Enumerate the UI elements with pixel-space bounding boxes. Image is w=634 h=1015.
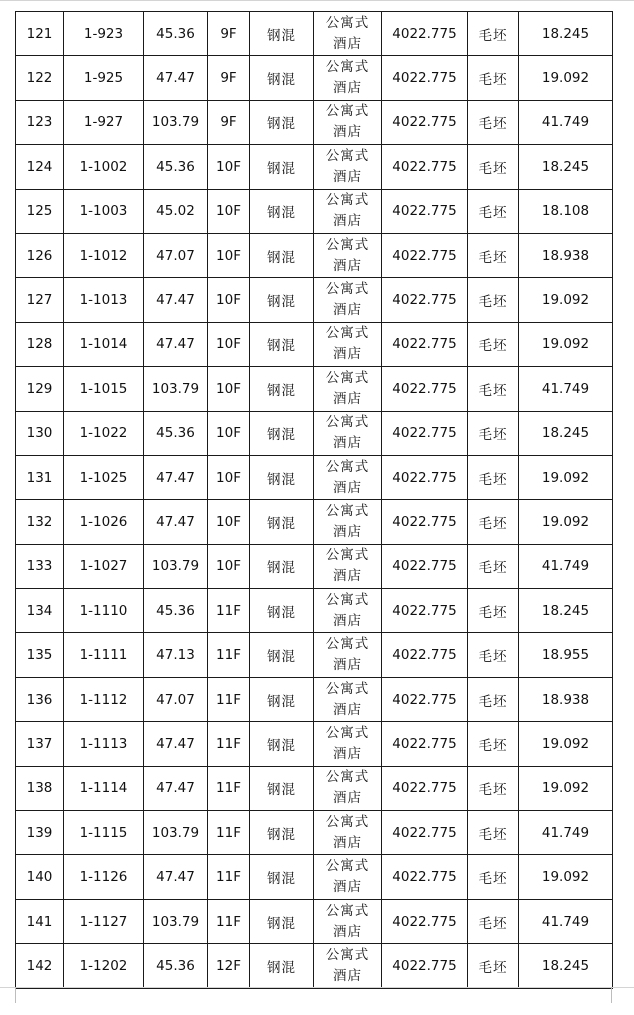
finish-cell: 毛坯 [468, 455, 519, 499]
table-row [16, 56, 613, 100]
table-row [16, 766, 613, 810]
total-price-cell: 19.092 [519, 278, 613, 322]
usage-line-2: 酒店 [333, 124, 362, 141]
finish-cell: 毛坯 [468, 589, 519, 633]
total-price-cell: 19.092 [519, 500, 613, 544]
structure-cell: 钢混 [250, 722, 314, 766]
usage-line-1: 公寓式 [325, 769, 370, 786]
row-number-cell: 135 [16, 633, 64, 677]
usage-line-1: 公寓式 [325, 547, 370, 564]
table-row [16, 855, 613, 899]
total-price-cell: 18.245 [519, 411, 613, 455]
usage-cell [314, 766, 382, 810]
total-price-cell: 41.749 [519, 899, 613, 943]
room-number-cell: 1-923 [64, 12, 144, 56]
finish-cell: 毛坯 [468, 145, 519, 189]
floor-cell: 10F [208, 544, 250, 588]
row-number-cell: 137 [16, 722, 64, 766]
table-row [16, 811, 613, 855]
finish-cell: 毛坯 [468, 855, 519, 899]
page-bottom-edge [0, 987, 634, 988]
usage-line-1: 公寓式 [325, 680, 370, 697]
floor-cell: 11F [208, 899, 250, 943]
property-price-table [15, 11, 613, 989]
usage-line-2: 酒店 [333, 967, 362, 984]
usage-cell [314, 811, 382, 855]
area-cell: 47.47 [144, 722, 208, 766]
area-cell: 47.47 [144, 855, 208, 899]
usage-line-1: 公寓式 [325, 14, 370, 31]
finish-cell: 毛坯 [468, 544, 519, 588]
usage-line-2: 酒店 [333, 657, 362, 674]
row-number-cell: 132 [16, 500, 64, 544]
unit-price-cell: 4022.775 [382, 899, 468, 943]
room-number-cell: 1-1003 [64, 189, 144, 233]
floor-cell: 10F [208, 455, 250, 499]
table-row [16, 589, 613, 633]
structure-cell: 钢混 [250, 455, 314, 499]
floor-cell: 9F [208, 100, 250, 144]
table-row [16, 145, 613, 189]
usage-line-2: 酒店 [333, 35, 362, 52]
usage-cell [314, 633, 382, 677]
table-row [16, 544, 613, 588]
floor-cell: 11F [208, 766, 250, 810]
row-number-cell: 130 [16, 411, 64, 455]
structure-cell: 钢混 [250, 633, 314, 677]
row-number-cell: 124 [16, 145, 64, 189]
row-number-cell: 121 [16, 12, 64, 56]
floor-cell: 10F [208, 411, 250, 455]
structure-cell: 钢混 [250, 811, 314, 855]
crop-mark-left [15, 987, 16, 1003]
finish-cell: 毛坯 [468, 56, 519, 100]
room-number-cell: 1-1111 [64, 633, 144, 677]
table-row [16, 899, 613, 943]
area-cell: 47.47 [144, 766, 208, 810]
finish-cell: 毛坯 [468, 500, 519, 544]
finish-cell: 毛坯 [468, 677, 519, 721]
table-row [16, 278, 613, 322]
room-number-cell: 1-1027 [64, 544, 144, 588]
structure-cell: 钢混 [250, 677, 314, 721]
usage-line-2: 酒店 [333, 523, 362, 540]
room-number-cell: 1-1113 [64, 722, 144, 766]
structure-cell: 钢混 [250, 500, 314, 544]
usage-line-2: 酒店 [333, 701, 362, 718]
total-price-cell: 41.749 [519, 811, 613, 855]
total-price-cell: 18.245 [519, 145, 613, 189]
table-row [16, 500, 613, 544]
floor-cell: 10F [208, 322, 250, 366]
unit-price-cell: 4022.775 [382, 12, 468, 56]
structure-cell: 钢混 [250, 278, 314, 322]
total-price-cell: 18.245 [519, 944, 613, 988]
usage-cell [314, 589, 382, 633]
unit-price-cell: 4022.775 [382, 278, 468, 322]
usage-line-2: 酒店 [333, 213, 362, 230]
room-number-cell: 1-925 [64, 56, 144, 100]
finish-cell: 毛坯 [468, 766, 519, 810]
table-row [16, 944, 613, 988]
row-number-cell: 134 [16, 589, 64, 633]
usage-cell [314, 278, 382, 322]
total-price-cell: 19.092 [519, 455, 613, 499]
row-number-cell: 138 [16, 766, 64, 810]
area-cell: 45.36 [144, 589, 208, 633]
unit-price-cell: 4022.775 [382, 56, 468, 100]
area-cell: 47.13 [144, 633, 208, 677]
total-price-cell: 18.938 [519, 233, 613, 277]
room-number-cell: 1-1127 [64, 899, 144, 943]
usage-line-1: 公寓式 [325, 946, 370, 963]
usage-line-2: 酒店 [333, 745, 362, 762]
table-row [16, 189, 613, 233]
usage-line-2: 酒店 [333, 568, 362, 585]
room-number-cell: 1-1114 [64, 766, 144, 810]
total-price-cell: 41.749 [519, 544, 613, 588]
usage-cell [314, 455, 382, 499]
room-number-cell: 1-1012 [64, 233, 144, 277]
unit-price-cell: 4022.775 [382, 544, 468, 588]
usage-cell [314, 12, 382, 56]
area-cell: 45.36 [144, 411, 208, 455]
row-number-cell: 127 [16, 278, 64, 322]
room-number-cell: 1-1025 [64, 455, 144, 499]
usage-cell [314, 145, 382, 189]
unit-price-cell: 4022.775 [382, 677, 468, 721]
unit-price-cell: 4022.775 [382, 455, 468, 499]
table-row [16, 12, 613, 56]
structure-cell: 钢混 [250, 56, 314, 100]
usage-line-1: 公寓式 [325, 192, 370, 209]
area-cell: 47.47 [144, 278, 208, 322]
floor-cell: 12F [208, 944, 250, 988]
usage-cell [314, 544, 382, 588]
finish-cell: 毛坯 [468, 633, 519, 677]
structure-cell: 钢混 [250, 233, 314, 277]
table-row [16, 411, 613, 455]
usage-line-2: 酒店 [333, 479, 362, 496]
area-cell: 47.07 [144, 233, 208, 277]
room-number-cell: 1-1115 [64, 811, 144, 855]
room-number-cell: 1-1112 [64, 677, 144, 721]
structure-cell: 钢混 [250, 12, 314, 56]
area-cell: 47.07 [144, 677, 208, 721]
row-number-cell: 133 [16, 544, 64, 588]
usage-line-2: 酒店 [333, 790, 362, 807]
floor-cell: 11F [208, 589, 250, 633]
usage-line-2: 酒店 [333, 346, 362, 363]
usage-line-1: 公寓式 [325, 813, 370, 830]
room-number-cell: 1-1014 [64, 322, 144, 366]
crop-mark-right [611, 987, 612, 1003]
area-cell: 103.79 [144, 544, 208, 588]
finish-cell: 毛坯 [468, 12, 519, 56]
usage-cell [314, 56, 382, 100]
usage-line-2: 酒店 [333, 80, 362, 97]
floor-cell: 10F [208, 233, 250, 277]
finish-cell: 毛坯 [468, 322, 519, 366]
usage-line-2: 酒店 [333, 612, 362, 629]
room-number-cell: 1-1202 [64, 944, 144, 988]
row-number-cell: 122 [16, 56, 64, 100]
structure-cell: 钢混 [250, 322, 314, 366]
usage-line-1: 公寓式 [325, 236, 370, 253]
finish-cell: 毛坯 [468, 899, 519, 943]
finish-cell: 毛坯 [468, 367, 519, 411]
floor-cell: 11F [208, 722, 250, 766]
table-body [16, 12, 613, 989]
total-price-cell: 18.108 [519, 189, 613, 233]
row-number-cell: 129 [16, 367, 64, 411]
usage-line-1: 公寓式 [325, 325, 370, 342]
room-number-cell: 1-1110 [64, 589, 144, 633]
usage-line-1: 公寓式 [325, 369, 370, 386]
unit-price-cell: 4022.775 [382, 500, 468, 544]
finish-cell: 毛坯 [468, 278, 519, 322]
finish-cell: 毛坯 [468, 411, 519, 455]
total-price-cell: 18.938 [519, 677, 613, 721]
room-number-cell: 1-1002 [64, 145, 144, 189]
usage-cell [314, 322, 382, 366]
unit-price-cell: 4022.775 [382, 589, 468, 633]
usage-line-1: 公寓式 [325, 724, 370, 741]
usage-line-1: 公寓式 [325, 103, 370, 120]
table-row [16, 322, 613, 366]
total-price-cell: 19.092 [519, 766, 613, 810]
area-cell: 103.79 [144, 100, 208, 144]
area-cell: 47.47 [144, 455, 208, 499]
structure-cell: 钢混 [250, 411, 314, 455]
row-number-cell: 139 [16, 811, 64, 855]
usage-cell [314, 722, 382, 766]
structure-cell: 钢混 [250, 189, 314, 233]
usage-cell [314, 367, 382, 411]
usage-cell [314, 500, 382, 544]
floor-cell: 11F [208, 811, 250, 855]
area-cell: 45.02 [144, 189, 208, 233]
total-price-cell: 41.749 [519, 367, 613, 411]
table-row [16, 455, 613, 499]
total-price-cell: 19.092 [519, 322, 613, 366]
usage-cell [314, 944, 382, 988]
usage-line-1: 公寓式 [325, 636, 370, 653]
area-cell: 47.47 [144, 56, 208, 100]
floor-cell: 10F [208, 145, 250, 189]
unit-price-cell: 4022.775 [382, 233, 468, 277]
row-number-cell: 142 [16, 944, 64, 988]
usage-line-2: 酒店 [333, 168, 362, 185]
area-cell: 45.36 [144, 944, 208, 988]
floor-cell: 11F [208, 633, 250, 677]
usage-line-1: 公寓式 [325, 458, 370, 475]
floor-cell: 10F [208, 189, 250, 233]
structure-cell: 钢混 [250, 899, 314, 943]
usage-line-1: 公寓式 [325, 281, 370, 298]
unit-price-cell: 4022.775 [382, 189, 468, 233]
row-number-cell: 125 [16, 189, 64, 233]
structure-cell: 钢混 [250, 766, 314, 810]
unit-price-cell: 4022.775 [382, 322, 468, 366]
unit-price-cell: 4022.775 [382, 145, 468, 189]
total-price-cell: 18.955 [519, 633, 613, 677]
usage-line-2: 酒店 [333, 302, 362, 319]
unit-price-cell: 4022.775 [382, 633, 468, 677]
floor-cell: 11F [208, 677, 250, 721]
total-price-cell: 19.092 [519, 56, 613, 100]
finish-cell: 毛坯 [468, 233, 519, 277]
floor-cell: 10F [208, 500, 250, 544]
floor-cell: 9F [208, 12, 250, 56]
usage-line-1: 公寓式 [325, 147, 370, 164]
finish-cell: 毛坯 [468, 944, 519, 988]
unit-price-cell: 4022.775 [382, 855, 468, 899]
room-number-cell: 1-1126 [64, 855, 144, 899]
usage-line-1: 公寓式 [325, 414, 370, 431]
usage-cell [314, 411, 382, 455]
usage-line-1: 公寓式 [325, 858, 370, 875]
table-row [16, 367, 613, 411]
table-row [16, 633, 613, 677]
unit-price-cell: 4022.775 [382, 722, 468, 766]
table-row [16, 100, 613, 144]
usage-line-2: 酒店 [333, 390, 362, 407]
finish-cell: 毛坯 [468, 811, 519, 855]
unit-price-cell: 4022.775 [382, 811, 468, 855]
usage-line-1: 公寓式 [325, 591, 370, 608]
room-number-cell: 1-1026 [64, 500, 144, 544]
row-number-cell: 126 [16, 233, 64, 277]
usage-line-2: 酒店 [333, 435, 362, 452]
finish-cell: 毛坯 [468, 722, 519, 766]
structure-cell: 钢混 [250, 100, 314, 144]
room-number-cell: 1-1013 [64, 278, 144, 322]
total-price-cell: 18.245 [519, 589, 613, 633]
total-price-cell: 19.092 [519, 722, 613, 766]
floor-cell: 9F [208, 56, 250, 100]
total-price-cell: 41.749 [519, 100, 613, 144]
table-row [16, 233, 613, 277]
area-cell: 103.79 [144, 367, 208, 411]
row-number-cell: 141 [16, 899, 64, 943]
usage-cell [314, 855, 382, 899]
table-row [16, 677, 613, 721]
room-number-cell: 1-1022 [64, 411, 144, 455]
unit-price-cell: 4022.775 [382, 944, 468, 988]
usage-line-1: 公寓式 [325, 502, 370, 519]
room-number-cell: 1-1015 [64, 367, 144, 411]
usage-cell [314, 677, 382, 721]
table-row [16, 722, 613, 766]
usage-cell [314, 233, 382, 277]
area-cell: 103.79 [144, 811, 208, 855]
unit-price-cell: 4022.775 [382, 367, 468, 411]
total-price-cell: 19.092 [519, 855, 613, 899]
row-number-cell: 140 [16, 855, 64, 899]
room-number-cell: 1-927 [64, 100, 144, 144]
area-cell: 45.36 [144, 145, 208, 189]
usage-cell [314, 899, 382, 943]
usage-line-2: 酒店 [333, 923, 362, 940]
unit-price-cell: 4022.775 [382, 411, 468, 455]
row-number-cell: 136 [16, 677, 64, 721]
total-price-cell: 18.245 [519, 12, 613, 56]
unit-price-cell: 4022.775 [382, 100, 468, 144]
row-number-cell: 128 [16, 322, 64, 366]
usage-cell [314, 189, 382, 233]
usage-line-1: 公寓式 [325, 59, 370, 76]
unit-price-cell: 4022.775 [382, 766, 468, 810]
floor-cell: 11F [208, 855, 250, 899]
usage-line-2: 酒店 [333, 879, 362, 896]
structure-cell: 钢混 [250, 367, 314, 411]
structure-cell: 钢混 [250, 544, 314, 588]
finish-cell: 毛坯 [468, 189, 519, 233]
structure-cell: 钢混 [250, 855, 314, 899]
usage-cell [314, 100, 382, 144]
floor-cell: 10F [208, 278, 250, 322]
area-cell: 47.47 [144, 500, 208, 544]
area-cell: 103.79 [144, 899, 208, 943]
floor-cell: 10F [208, 367, 250, 411]
structure-cell: 钢混 [250, 589, 314, 633]
structure-cell: 钢混 [250, 944, 314, 988]
usage-line-1: 公寓式 [325, 902, 370, 919]
structure-cell: 钢混 [250, 145, 314, 189]
usage-line-2: 酒店 [333, 257, 362, 274]
row-number-cell: 123 [16, 100, 64, 144]
row-number-cell: 131 [16, 455, 64, 499]
finish-cell: 毛坯 [468, 100, 519, 144]
area-cell: 45.36 [144, 12, 208, 56]
usage-line-2: 酒店 [333, 834, 362, 851]
area-cell: 47.47 [144, 322, 208, 366]
page-top-edge [0, 0, 634, 1]
